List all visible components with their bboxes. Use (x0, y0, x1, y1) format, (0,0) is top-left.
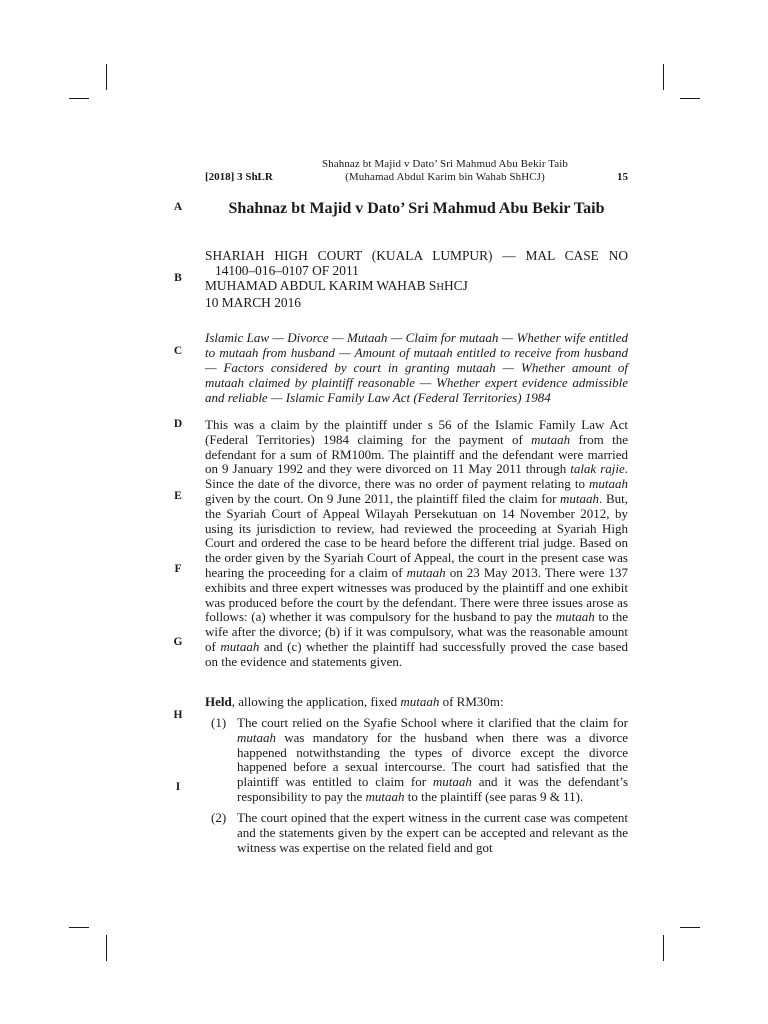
running-header-line-2: (Muhamad Abdul Karim bin Wahab ShHCJ) (345, 171, 545, 183)
judgment-date: 10 MARCH 2016 (205, 295, 301, 310)
crop-mark-top-right-horizontal (680, 98, 700, 99)
margin-letter-c: C (173, 345, 183, 357)
margin-letter-b: B (174, 272, 182, 284)
running-header-parties (290, 158, 600, 184)
judge-name: MUHAMAD ABDUL KARIM WAHAB SHHCJ (205, 278, 468, 293)
holding-number: (1) (211, 715, 227, 730)
court-line: SHARIAH HIGH COURT (KUALA LUMPUR) — MAL CASE NO (205, 248, 628, 263)
running-header-citation: [2018] 3 ShLR (205, 171, 273, 183)
crop-mark-top-right-vertical (663, 64, 664, 90)
crop-mark-bottom-left-horizontal (69, 927, 89, 928)
holding-text: The court relied on the Syafie School where it clarified that the claim for mutaah was mandatory for the husband when there was a divorce happened notwithstanding the types of divorce except the divorce happened before a sexual intercourse. The court had satisfied that the plaintiff was entitled to claim for mutaah and it was the defendant’s responsibility to pay the mutaah to the plaintiff (see paras 9 & 11). (237, 715, 629, 804)
holding-item (211, 811, 628, 855)
crop-mark-bottom-right-horizontal (680, 927, 700, 928)
holding-number: (2) (211, 810, 227, 825)
margin-letter-e: E (174, 490, 182, 502)
margin-letter-i: I (175, 781, 181, 793)
margin-letter-h: H (173, 709, 183, 721)
holding-text: The court opined that the expert witness in the current case was competent and the statements given by the expert can be accepted and relevant as the witness was expertise on the related field and got (237, 810, 628, 855)
margin-letter-g: G (173, 636, 183, 648)
page-number: 15 (617, 171, 628, 183)
case-number: 14100–016–0107 OF 2011 (215, 263, 359, 278)
margin-letter-d: D (173, 418, 183, 430)
crop-mark-top-left-vertical (106, 64, 107, 90)
catchwords: Islamic Law — Divorce — Mutaah — Claim for mutaah — Whether wife entitled to mutaah from husband — Amount of mutaah entitled to receive from husband — Factors considered by court in granting mutaah — Whether amount of mutaah claimed by plaintiff reasonable — Whether expert evidence admissible and reliable — Islamic Family Law Act (Federal Territories) 1984 (205, 330, 628, 405)
crop-mark-top-left-horizontal (69, 98, 89, 99)
court-info (205, 248, 628, 310)
case-summary: This was a claim by the plaintiff under s 56 of the Islamic Family Law Act (Federal Territories) 1984 claiming for the payment of mutaah from the defendant for a sum of RM100m. The plaintiff and the defendant were married on 9 January 1992 and they were divorced on 11 May 2011 through talak rajie. Since the date of the divorce, there was no order of payment relating to mutaah given by the court. On 9 June 2011, the plaintiff filed the claim for mutaah. But, the Syariah Court of Appeal Wilayah Persekutuan on 14 November 2012, by using its jurisdiction to review, had reviewed the proceeding at Syariah High Court and ordered the case to be heard before the different trial judge. Based on the order given by the Syariah Court of Appeal, the court in the present case was hearing the proceeding for a claim of mutaah on 23 May 2013. There were 137 exhibits and three expert witnesses was produced by the plaintiff and one exhibit was produced before the court by the defendant. There were three issues arose as follows: (a) whether it was compulsory for the husband to pay the mutaah to the wife after the divorce; (b) if it was compulsory, what was the reasonable amount of mutaah and (c) whether the plaintiff had successfully proved the case based on the evidence and statements given. (205, 417, 629, 669)
crop-mark-bottom-right-vertical (663, 935, 664, 961)
margin-letter-f: F (174, 563, 182, 575)
held-heading: Held, allowing the application, fixed mutaah of RM30m: (205, 694, 504, 709)
crop-mark-bottom-left-vertical (106, 935, 107, 961)
holding-item (211, 716, 628, 805)
margin-letter-a: A (173, 201, 183, 213)
running-header-line-1: Shahnaz bt Majid v Dato’ Sri Mahmud Abu Bekir Taib (321, 158, 569, 170)
case-title: Shahnaz bt Majid v Dato’ Sri Mahmud Abu Bekir Taib (228, 200, 605, 217)
